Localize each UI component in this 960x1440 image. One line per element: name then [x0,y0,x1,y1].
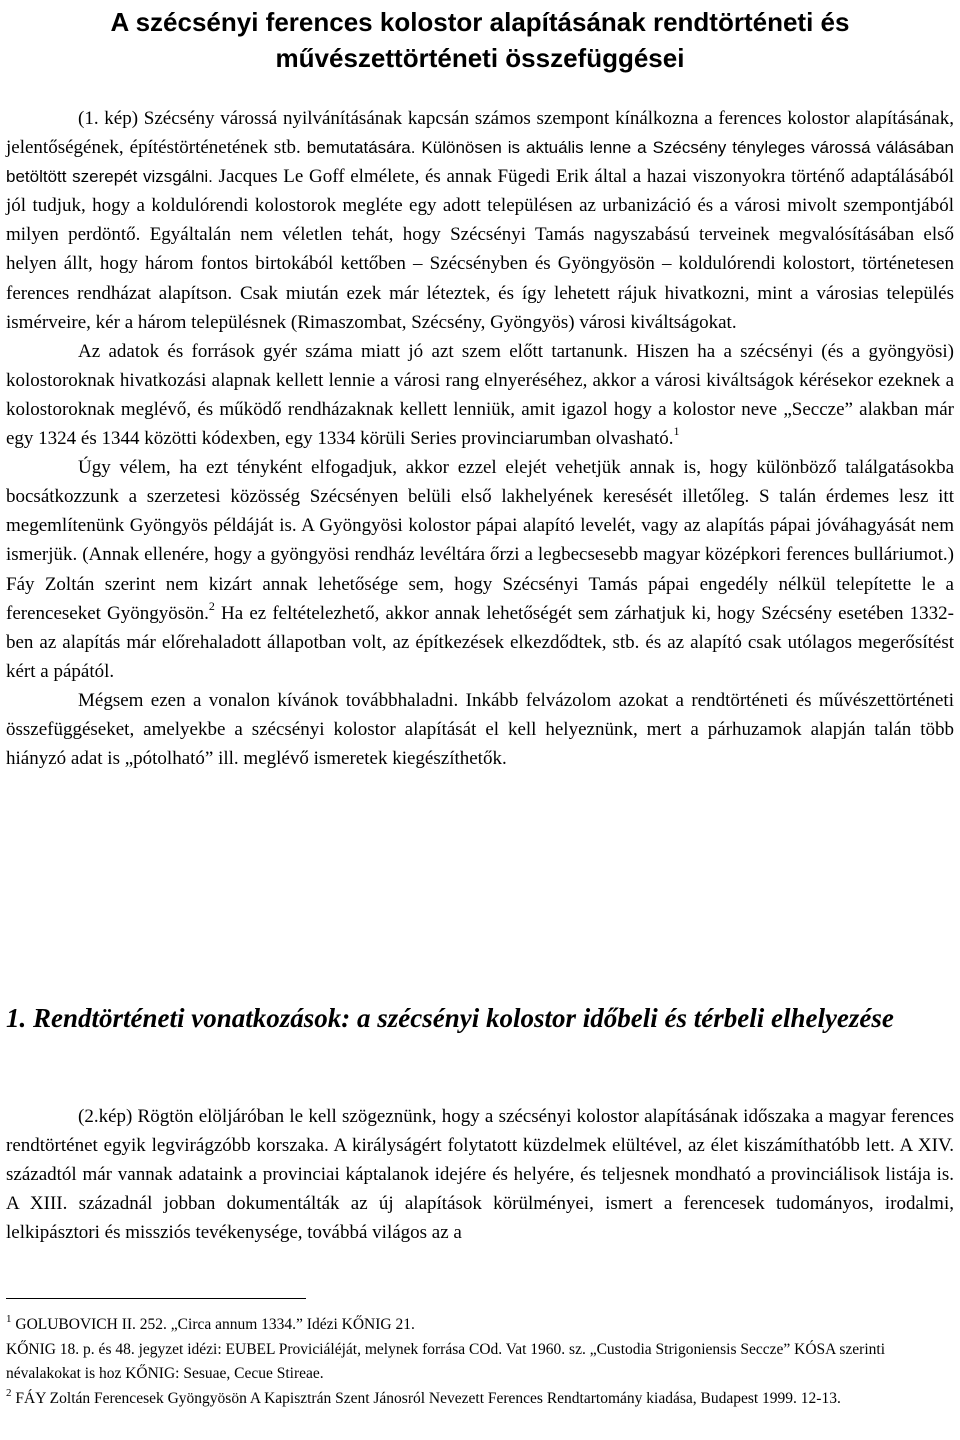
footnote-text: FÁY Zoltán Ferencesek Gyöngyösön A Kapisztrán Szent Jánosról Nevezett Ferences Rendtartomány kiadása, Budapest 1999. 12-13. [15,1389,841,1407]
intro-p3-text-b: Ha ez feltételezhető, akkor annak lehetőségét sem zárhatjuk ki, hogy Szécsény esetében 1332-ben az alapítás már előrehaladott állapotban volt, az építkezések elkezdődtek, stb. és az alapító csak utólagos megerősítést kért a pápától. [6,602,954,682]
intro-p1-sans-part: bemutatására. Különösen is aktuális lenne a Szécsény tényleges várossá válásában betöltött szerepét vizsgálni. [6,138,954,187]
intro-body [6,104,954,773]
section-1-paragraph-1: (2.kép) Rögtön elöljáróban le kell szögeznünk, hogy a szécsényi kolostor alapításának időszaka a magyar ferences rendtörténet egyik legvirágzóbb korszaka. A királyságért folytatott küzdelmek elültével, az élet kiszámíthatóbb lett. A XIV. századtól már vannak adataink a provinciai káptalanok idejére és helyére, és teljesnek mondható a provinciálisok listája is. A XIII. századnál jobban dokumentálták az új alapítások körülményei, ismert a ferencesek tudományos, irodalmi, lelkipásztori és missziós tevékenysége, továbbá világos az a [6,1106,954,1244]
intro-paragraph-1 [6,104,954,337]
footnote-1-continued [6,1338,954,1387]
footnote-text: GOLUBOVICH II. 252. „Circa annum 1334.” Idézi KŐNIG 21. [15,1316,415,1333]
page-title: A szécsényi ferences kolostor alapításának rendtörténeti és művészettörténeti összefüggései [110,7,850,73]
footnote-number: 2 [6,1386,12,1399]
footnote-ref-2[interactable]: 2 [208,598,215,613]
intro-p3-text-a: Úgy vélem, ha ezt tényként elfogadjuk, akkor ezzel elejét vehetjük annak is, hogy különböző találgatásokba bocsátkozzunk a szerzetesi közösség Szécsényen belüli első lakhelyének keresését illetőleg. S talán érdemes lesz itt megemlítenünk Gyöngyös példáját is. A Gyöngyösi kolostor pápai alapító levelét, vagy az alapítás pápai jóváhagyását nem ismerjük. (Annak ellenére, hogy a gyöngyösi rendház levéltára őrzi a legbecsesebb magyar középkori ferences bulláriumot.) Fáy Zoltán szerint nem kizárt annak lehetősége sem, hogy Szécsényi Tamás pápai engedély nélkül telepítette le a ferenceseket Gyöngyösön. [6,457,954,624]
intro-p2-text: Az adatok és források gyér száma miatt jó azt szem előtt tartanunk. Hiszen ha a szécsényi (és a gyöngyösi) kolostoroknak hivatkozási alapnak kellett lennie a városi rang elnyeréséhez, akkor a városi kiváltságok kérésekor ezeknek a kolostoroknak meglévő, és működő rendházaknak kellett lenniük, amit igazol hogy a kolostor neve „Seccze” alakban már egy 1324 és 1344 közötti kódexben, egy 1334 körüli Series provinciarumban olvasható. [6,340,954,450]
footnotes [6,1313,954,1411]
intro-paragraph-3 [6,453,954,686]
intro-p1-part-b: Jacques Le Goff elmélete, és annak Fügedi Erik által a hazai viszonyokra történő adaptálásából jól tudjuk, hogy a koldulórendi kolostorok megléte egy adott településen az urbanizáció és a városi mivolt szempontjából milyen perdöntő. Egyáltalán nem véletlen tehát, hogy Szécsényi Tamás nagyszabású terveinek megvalósításában első helyen állt, hogy három fontos birtokából kettőben – Szécsényben és Gyöngyösön – koldulórendi kolostort, történetesen ferences rendházat alapítson. Csak miután ezek már léteztek, és így lehetett rájuk hivatkozni, mint a városias település ismérveire, kér a három településnek (Rimaszombat, Szécsény, Gyöngyös) városi kiváltságokat. [6,166,955,333]
footnote-1 [6,1313,954,1338]
footnote-number: 1 [6,1313,12,1325]
intro-paragraph-4: Mégsem ezen a vonalon kívánok továbbhaladni. Inkább felvázolom azokat a rendtörténeti és művészettörténeti összefüggéseket, amelyekbe a szécsényi kolostor alapítását el kell helyeznünk, mert a párhuzamok alapján talán több hiányzó adat is „pótolható” ill. meglévő ismeretek kiegészíthetők. [6,689,954,770]
intro-p1-part-a: (1. kép) Szécsény várossá nyilvánításának kapcsán számos szempont kínálkozna a ferences kolostor alapításának, jelentőségének, építéstörténetének stb. [6,108,954,159]
footnote-2 [6,1387,954,1412]
intro-paragraph-2 [6,337,954,453]
section-1-heading: 1. Rendtörténeti vonatkozások: a szécsényi kolostor időbeli és térbeli elhelyezése [6,1003,894,1033]
footnote-text: KŐNIG 18. p. és 48. jegyzet idézi: EUBEL Proviciáléját, melynek forrása COd. Vat 1960. sz. „Custodia Strigoniensis Seccze” KÓSA szerinti névalakokat is hoz KŐNIG: Sesuae, Cecue Stireae. [6,1340,886,1382]
section-1-body [6,1102,954,1247]
footnote-ref-1[interactable]: 1 [673,424,680,439]
footnote-divider [6,1298,306,1299]
